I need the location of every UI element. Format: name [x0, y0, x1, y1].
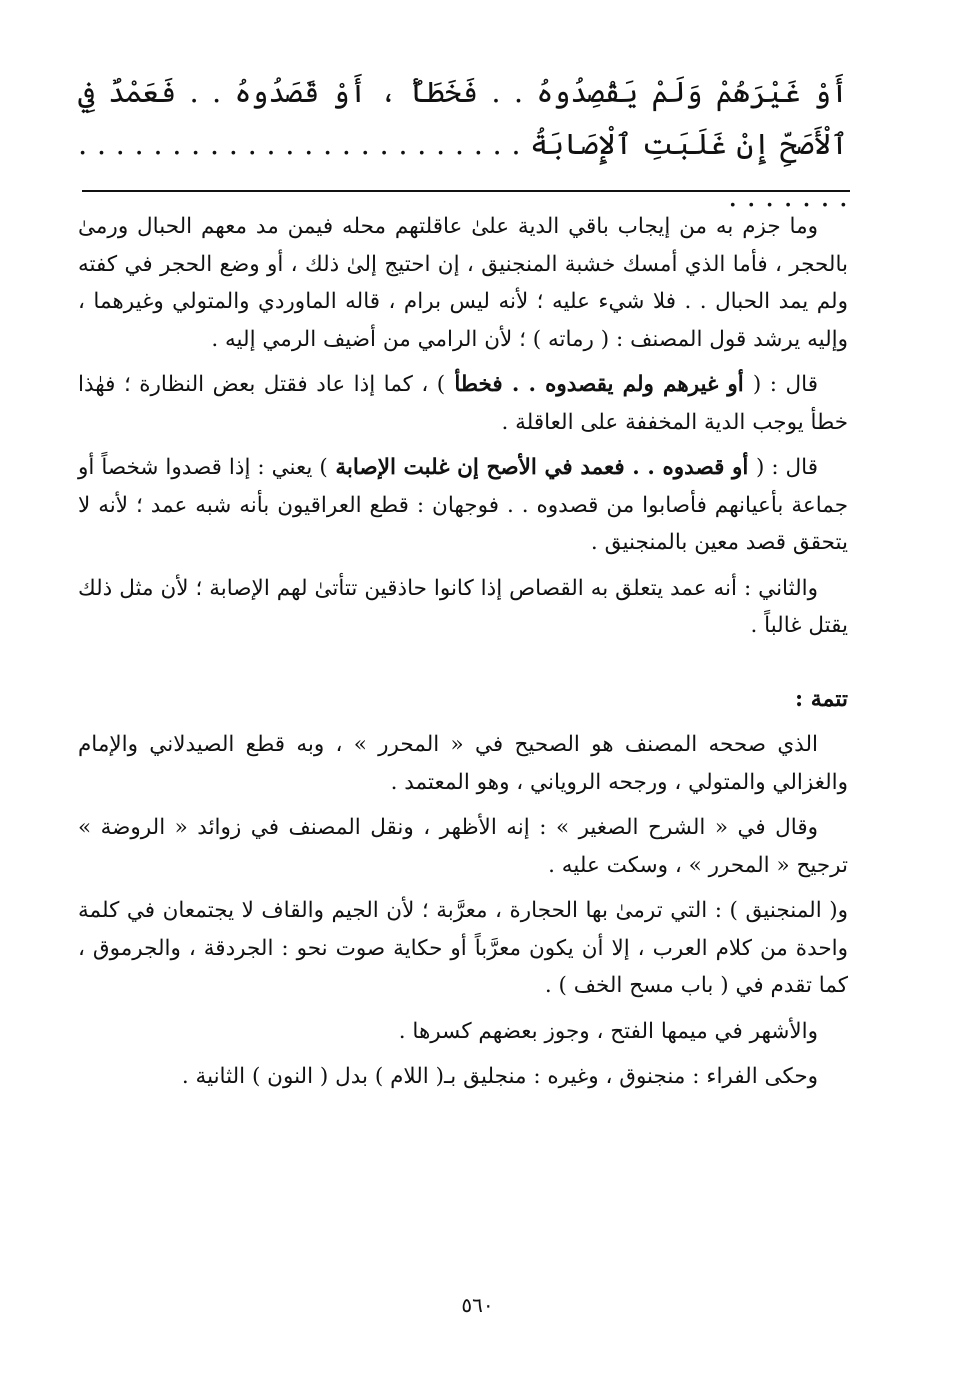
- commentary-paragraph-4: والثاني : أنه عمد يتعلق به القصاص إذا كانوا حاذقين تتأتىٰ لهم الإصابة ؛ لأن مثل ذلك يقتل غالباً .: [78, 575, 848, 638]
- quote-open: قال : (: [752, 372, 818, 397]
- matn-text: [78, 66, 848, 222]
- quote-open: قال : (: [755, 455, 818, 480]
- commentary-paragraph-3: [78, 449, 848, 562]
- commentary-paragraph-5: الذي صححه المصنف هو الصحيح في « المحرر » ، وبه قطع الصيدلاني والإمام والغزالي والمتولي ، ورجحه الروياني ، وهو المعتمد .: [78, 732, 848, 795]
- matn-dots: . . . . . . . . . . . . . . . . . . . . . . . . . . . . . .: [78, 127, 848, 213]
- matn-line: أَوْ غَيْرَهُمْ وَلَمْ يَقْصِدُوهُ . . فَخَطَأٌ ، أَوْ قَصَدُوهُ . . فَعَمْدٌ فِي ٱلْأَصَحِّ إِنْ غَلَبَتِ ٱلْإِصَابَةُ .: [78, 75, 849, 161]
- commentary-paragraph-9: وحكى الفراء : منجنوق ، وغيره : منجليق بـ( اللام ) بدل ( النون ) الثانية .: [181, 1064, 818, 1089]
- quoted-matn: أو غيرهم ولم يقصدوه . . فخطأ: [445, 372, 753, 397]
- quote-rest: ) يعني : إذا قصدوا شخصاً أو جماعة بأعيانهم فأصابوا من قصدوه . . فوجهان : قطع العراقيون بأنه شبه عمد ؛ لأنه لا يتحقق قصد معين بالمنجنيق .: [78, 455, 848, 555]
- commentary-paragraph-6: وقال في « الشرح الصغير » : إنه الأظهر ، ونقل المصنف في زوائد « الروضة » ترجيح « المحرر » ، وسكت عليه .: [78, 815, 848, 878]
- commentary-paragraph-7: و( المنجنيق ) : التي ترمىٰ بها الحجارة ، معرَّبة ؛ لأن الجيم والقاف لا يجتمعان في كلمة واحدة من كلام العرب ، إلا أن يكون معرَّباً أو حكاية صوت نحو : الجردقة ، والجرموق ، كما تقدم في ( باب مسح الخف ) .: [78, 898, 848, 998]
- commentary-paragraph-8: والأشهر في ميمها الفتح ، وجوز بعضهم كسرها .: [398, 1018, 818, 1044]
- quote-rest: ) ، كما إذا عاد فقتل بعض النظارة ؛ فهٰذا خطأ يوجب الدية المخففة على العاقلة .: [78, 372, 848, 435]
- commentary-paragraph-2: [78, 366, 848, 441]
- page-number: ٥٦٠: [461, 1293, 494, 1317]
- commentary-paragraph-1: وما جزم به من إيجاب باقي الدية علىٰ عاقلتهم محله فيمن مد معهم الحبال ورمىٰ بالحجر ، فأما الذي أمسك خشبة المنجنيق ، إن احتيج إلىٰ ذلك ، أو وضع الحجر في كفته ولم يمد الحبال . . فلا شيء عليه ؛ لأنه ليس برام ، قاله الماوردي والمتولي وغيرهما ، وإليه يرشد قول المصنف : ( رماته ) ؛ لأن الرامي من أضيف الرمي إليه .: [78, 214, 848, 352]
- commentary: [78, 208, 848, 1104]
- quoted-matn: أو قصدوه . . فعمد في الأصح إن غلبت الإصابة: [327, 455, 756, 480]
- separator-rule: [82, 190, 850, 192]
- section-heading: تتمة :: [794, 685, 848, 712]
